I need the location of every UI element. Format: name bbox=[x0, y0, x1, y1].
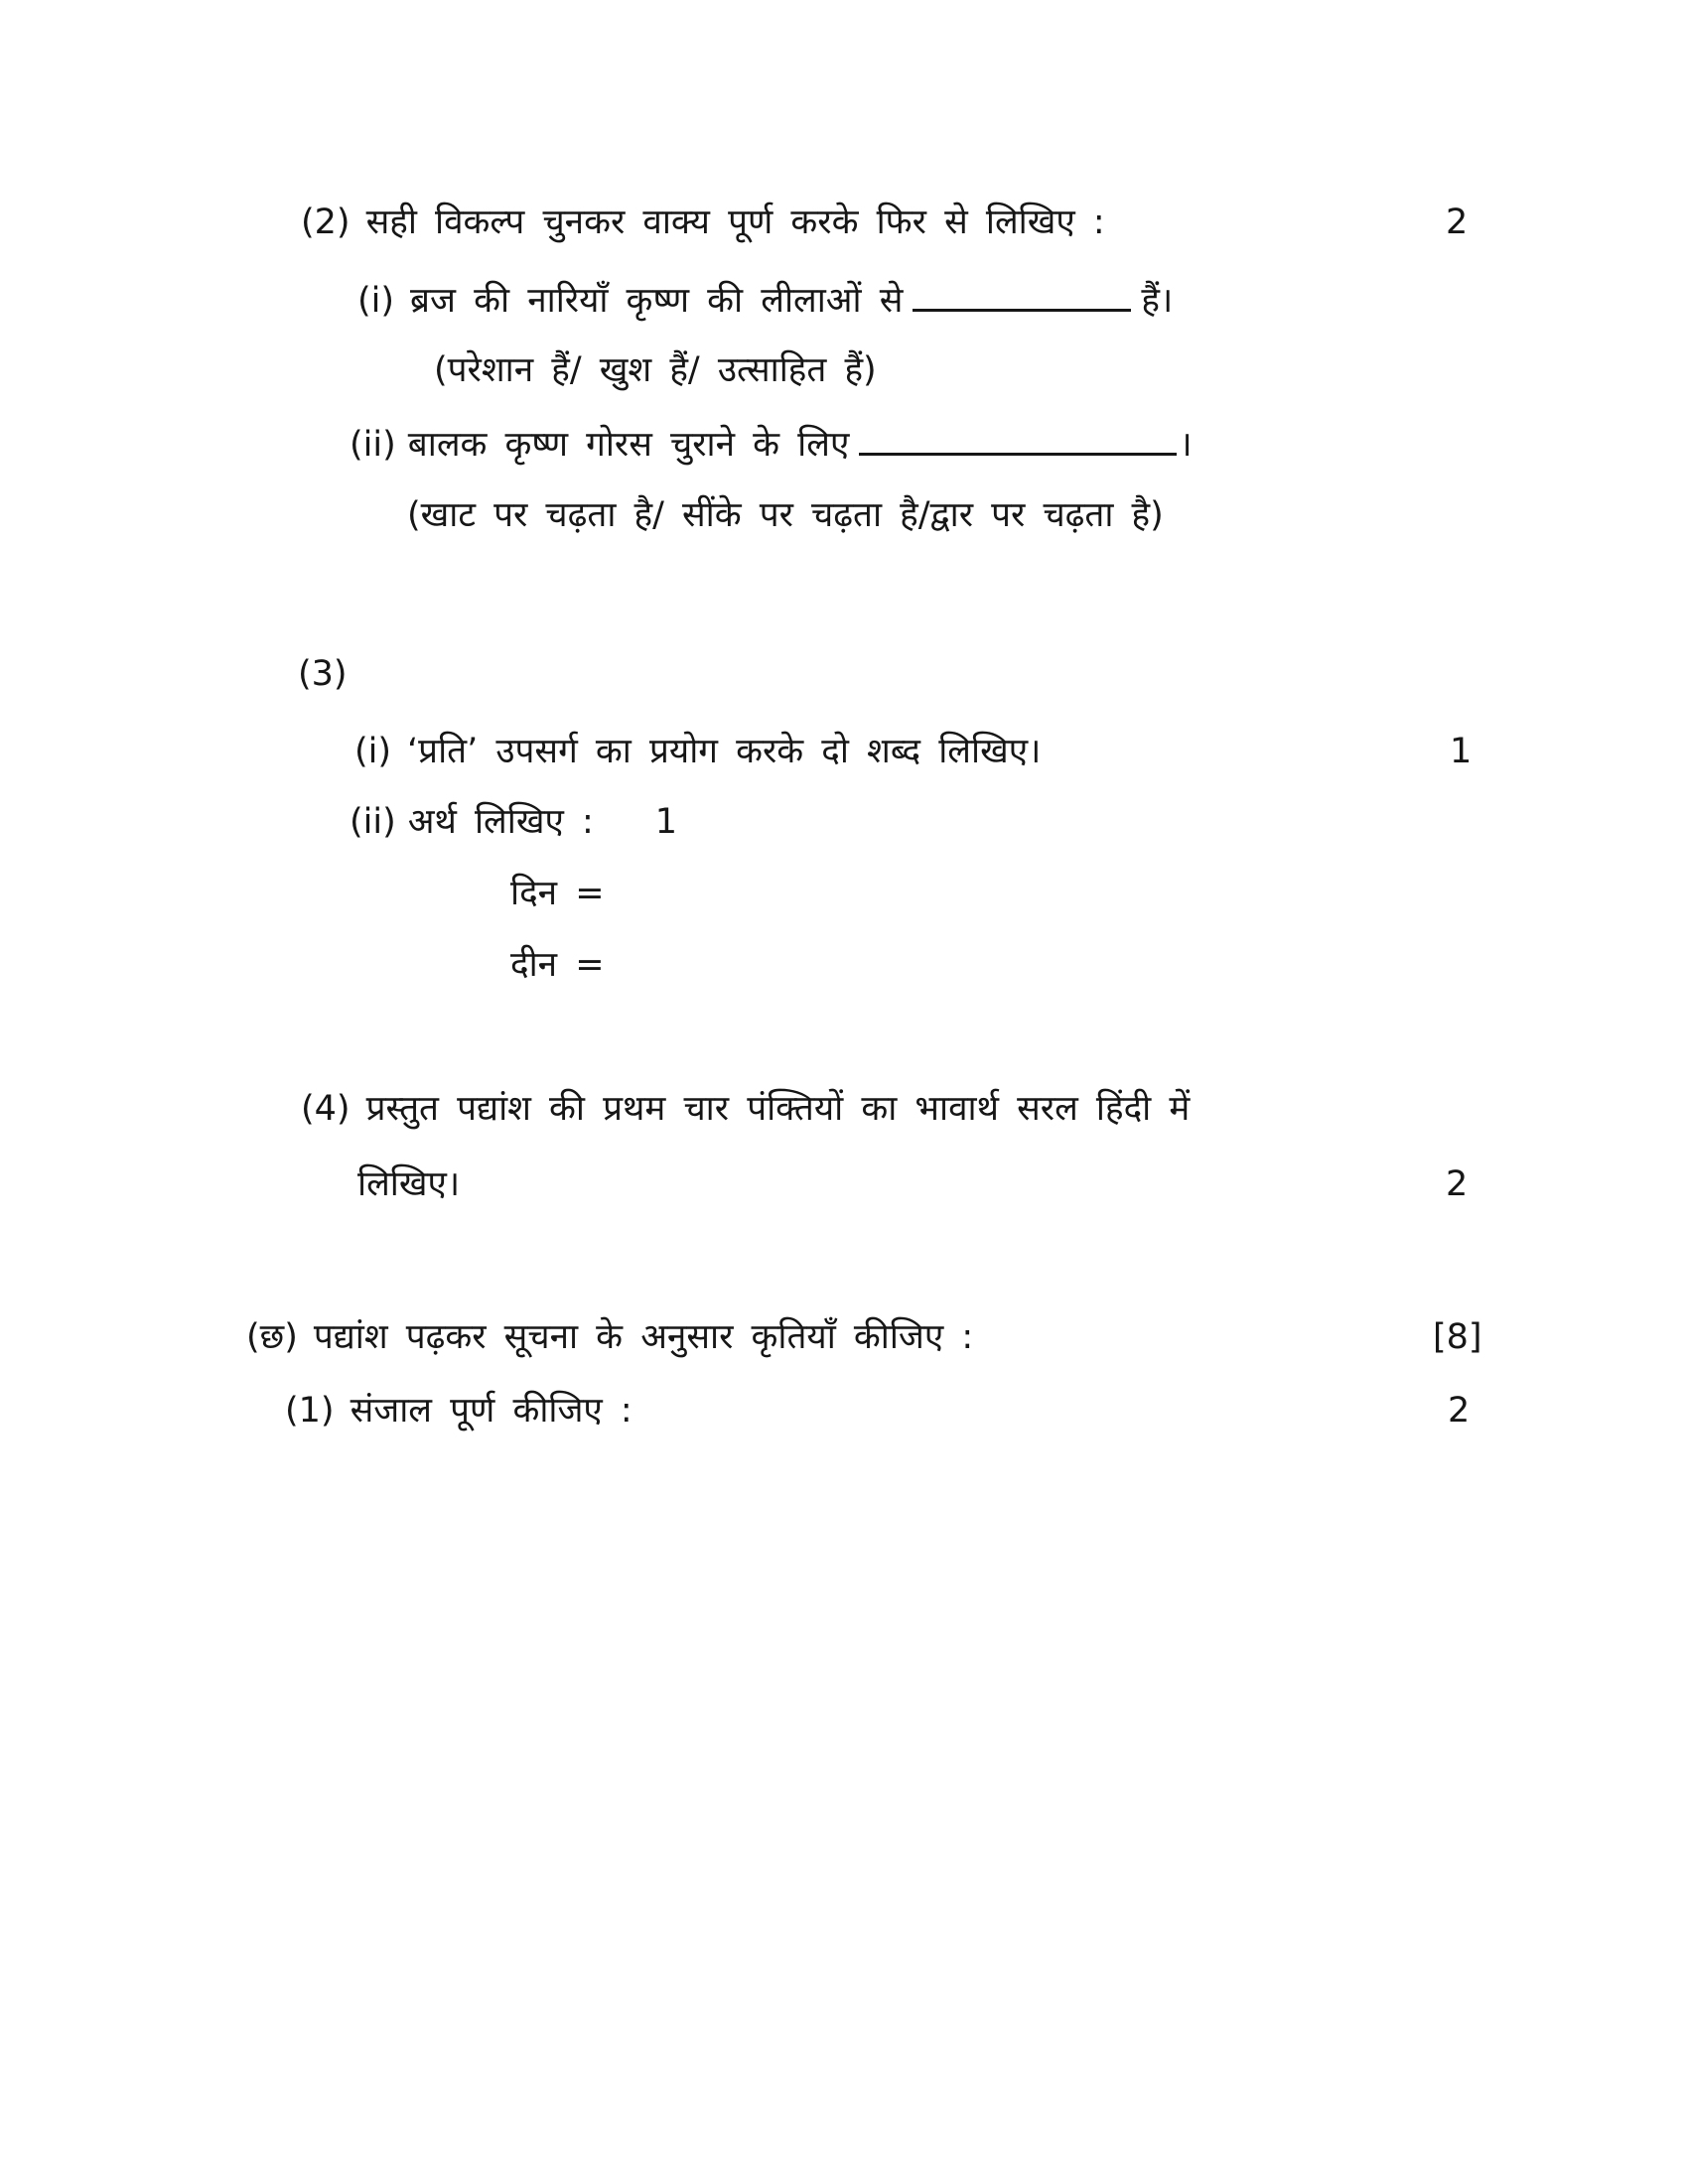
question-2-header bbox=[301, 202, 1105, 243]
question-2-item-i bbox=[357, 279, 1173, 322]
question-3-item-ii-marks: 1 bbox=[654, 802, 678, 842]
question-2-item-ii-text-after: । bbox=[1179, 424, 1193, 465]
question-2-item-ii-text-before: बालक कृष्ण गोरस चुराने के लिए bbox=[407, 424, 850, 465]
question-3-item-i-marks: 1 bbox=[1450, 732, 1473, 771]
question-3-number: (3) bbox=[298, 654, 348, 694]
section-cha-sub1 bbox=[285, 1390, 633, 1432]
question-2-marks: 2 bbox=[1446, 203, 1469, 242]
question-2-item-ii bbox=[350, 423, 1193, 466]
question-2-item-i-options: (परेशान हैं/ खुश हैं/ उत्साहित हैं) bbox=[434, 350, 877, 390]
question-2-item-ii-number: (ii) bbox=[350, 424, 396, 465]
question-2-number: (2) bbox=[301, 203, 351, 242]
question-4-text-line1: प्रस्तुत पद्यांश की प्रथम चार पंक्तियों का भावार्थ सरल हिंदी में bbox=[365, 1089, 1191, 1129]
section-cha-sub1-number: (1) bbox=[285, 1391, 335, 1431]
question-2-item-i-text-before: ब्रज की नारियाँ कृष्ण की लीलाओं से bbox=[410, 280, 904, 321]
question-3-item-ii-text: अर्थ लिखिए : bbox=[407, 802, 594, 842]
question-3-item-i bbox=[354, 731, 1041, 772]
question-3-item-i-text: ‘प्रति’ उपसर्ग का प्रयोग करके दो शब्द लिखिए। bbox=[407, 732, 1042, 771]
question-3-item-i-number: (i) bbox=[354, 732, 392, 771]
question-2-item-ii-blank bbox=[859, 423, 1177, 456]
section-cha-header bbox=[246, 1316, 973, 1358]
section-cha-number: (छ) bbox=[246, 1317, 298, 1357]
section-cha-sub1-text: संजाल पूर्ण कीजिए : bbox=[350, 1391, 633, 1431]
section-cha-marks: [8] bbox=[1433, 1317, 1482, 1357]
question-3-item-ii bbox=[350, 801, 677, 843]
question-2-item-i-blank bbox=[913, 279, 1131, 312]
question-3-word-deen: दीन = bbox=[510, 945, 605, 985]
question-2-text: सही विकल्प चुनकर वाक्य पूर्ण करके फिर से लिखिए : bbox=[365, 203, 1105, 242]
question-3-word-din: दिन = bbox=[510, 874, 605, 913]
section-cha-text: पद्यांश पढ़कर सूचना के अनुसार कृतियाँ कीजिए : bbox=[313, 1317, 974, 1357]
question-2-item-ii-options: (खाट पर चढ़ता है/ सींके पर चढ़ता है/द्वार पर चढ़ता है) bbox=[407, 495, 1164, 535]
question-4-number: (4) bbox=[301, 1089, 351, 1129]
section-cha-sub1-marks: 2 bbox=[1448, 1391, 1471, 1431]
question-2-item-i-number: (i) bbox=[357, 280, 395, 321]
question-4-line2: लिखिए। bbox=[357, 1164, 461, 1204]
question-4-marks: 2 bbox=[1446, 1164, 1469, 1204]
question-4-line1 bbox=[301, 1088, 1190, 1130]
question-3-item-ii-number: (ii) bbox=[350, 802, 396, 842]
question-2-item-i-text-after: हैं। bbox=[1141, 280, 1174, 321]
